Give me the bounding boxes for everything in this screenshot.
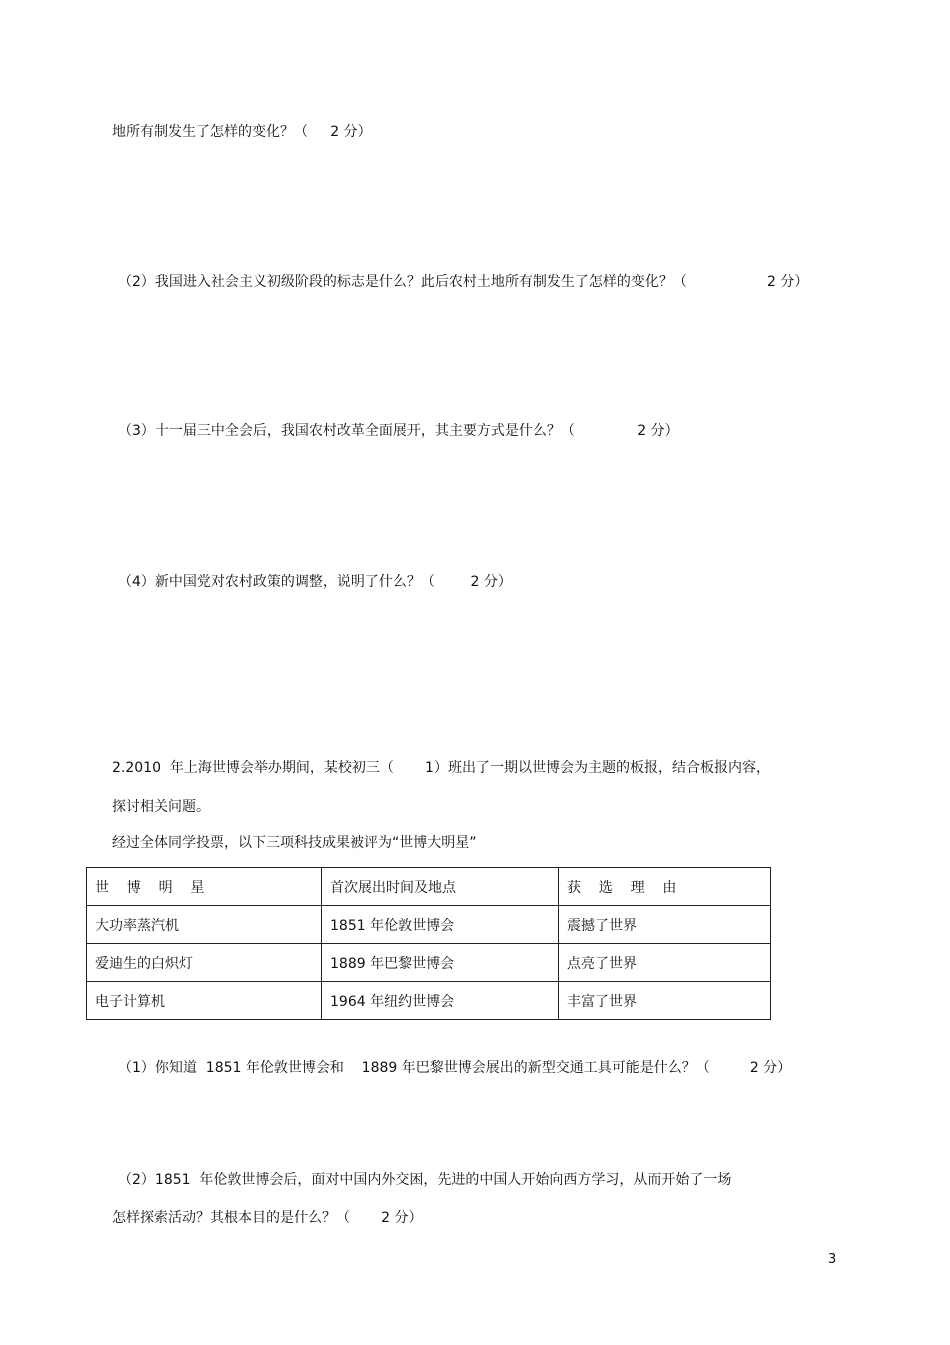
- page-number: 3: [828, 1252, 837, 1267]
- q2-intro-line-1: 2.2010 年上海世博会举办期间，某校初三（ 1）班出了一期以世博会为主题的板报，结合板报内容，: [112, 760, 770, 776]
- table-cell: 1889 年巴黎世博会: [322, 944, 559, 982]
- table-header-cell: 首次展出时间及地点: [322, 868, 559, 906]
- table-cell: 爱迪生的白炽灯: [87, 944, 322, 982]
- q1-sub-question-4: （4）新中国党对农村政策的调整，说明了什么？（ 2 分）: [118, 574, 512, 590]
- q2-sub-question-2-line-1: （2）1851 年伦敦世博会后，面对中国内外交困，先进的中国人开始向西方学习，从而开始了一场: [118, 1172, 732, 1188]
- table-cell: 电子计算机: [87, 982, 322, 1020]
- table-row: [87, 982, 771, 1020]
- q2-sub-question-1: （1）你知道 1851 年伦敦世博会和 1889 年巴黎世博会展出的新型交通工具可能是什么？（ 2 分）: [118, 1060, 792, 1076]
- q1-sub-question-2: （2）我国进入社会主义初级阶段的标志是什么？此后农村土地所有制发生了怎样的变化？（ 2 分）: [118, 274, 809, 290]
- table-row: [87, 944, 771, 982]
- table-cell: 1851 年伦敦世博会: [322, 906, 559, 944]
- expo-stars-table: [86, 867, 771, 1020]
- table-cell: 丰富了世界: [559, 982, 771, 1020]
- q2-intro-line-2: 探讨相关问题。: [112, 799, 210, 815]
- table-header-cell: 获 选 理 由: [559, 868, 771, 906]
- q1-continuation: 地所有制发生了怎样的变化？（ 2 分）: [112, 124, 372, 140]
- q2-intro-line-3: 经过全体同学投票，以下三项科技成果被评为“世博大明星”: [112, 835, 477, 851]
- table-header-cell: 世 博 明 星: [87, 868, 322, 906]
- table-cell: 点亮了世界: [559, 944, 771, 982]
- q2-sub-question-2-line-2: 怎样探索活动？其根本目的是什么？（ 2 分）: [112, 1210, 423, 1226]
- table-header-row: [87, 868, 771, 906]
- table-cell: 大功率蒸汽机: [87, 906, 322, 944]
- table-cell: 1964 年纽约世博会: [322, 982, 559, 1020]
- table-row: [87, 906, 771, 944]
- q1-sub-question-3: （3）十一届三中全会后，我国农村改革全面展开，其主要方式是什么？（ 2 分）: [118, 423, 679, 439]
- table-cell: 震撼了世界: [559, 906, 771, 944]
